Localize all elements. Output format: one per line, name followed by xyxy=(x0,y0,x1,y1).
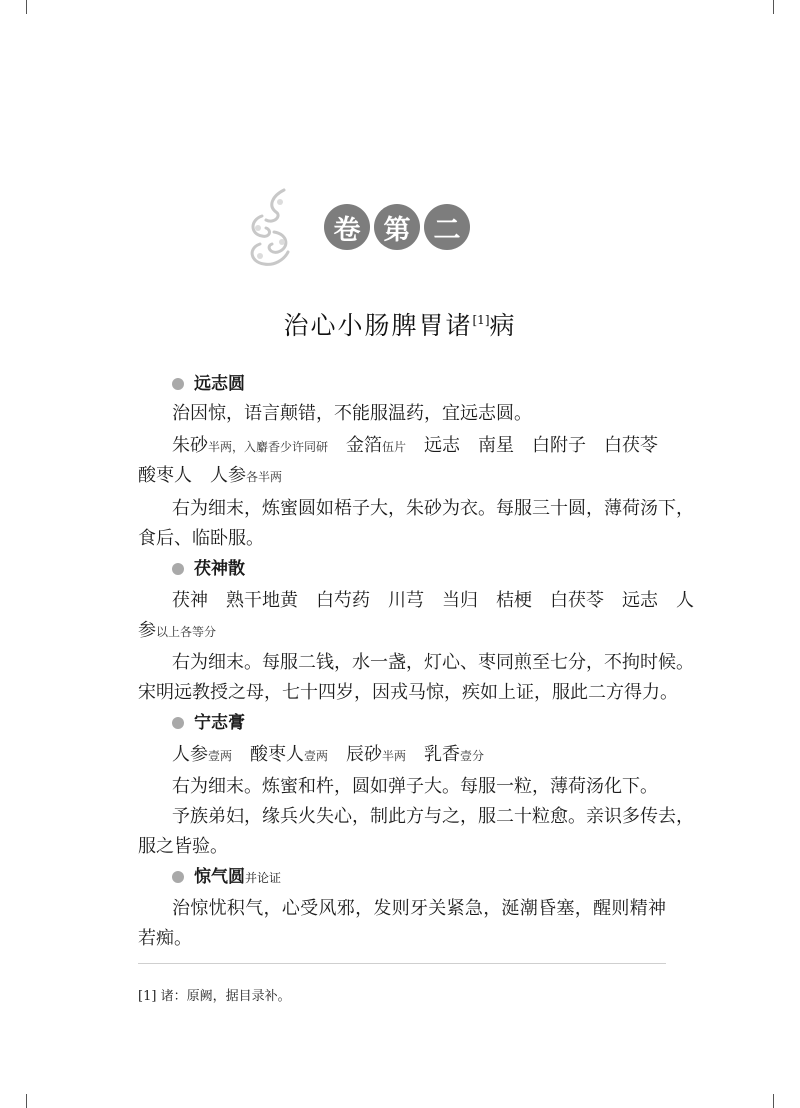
crop-mark-bottom-left xyxy=(26,1094,27,1108)
chapter-char-badge: 第 xyxy=(374,204,420,250)
cloud-ornament-icon xyxy=(244,186,294,270)
body-text: 服之皆验。 xyxy=(138,836,228,857)
bullet-icon xyxy=(172,717,184,729)
body-text: 食后、临卧服。 xyxy=(138,528,264,549)
crop-mark-top-left xyxy=(26,0,27,14)
section-title-tail: 病 xyxy=(489,311,517,340)
ingredient-line xyxy=(138,460,666,493)
ingredient-list: 酸枣人 人参 xyxy=(138,465,246,486)
ingredient: 人参 xyxy=(172,744,208,765)
section-title-main: 治心小肠脾胃诸 xyxy=(283,311,473,340)
bullet-icon xyxy=(172,378,184,390)
ingredient: 朱砂 xyxy=(172,435,208,456)
body-text: 治因惊，语言颠错，不能服温药，宜远志圆。 xyxy=(172,403,532,424)
dosage-note: 以上各等分 xyxy=(156,625,217,639)
dosage-note: 各半两 xyxy=(246,470,283,484)
section-title xyxy=(0,306,800,342)
ingredient-line xyxy=(172,430,666,463)
body-text: 予族弟妇，缘兵火失心，制此方与之，服二十粒愈。亲识多传去， xyxy=(172,806,694,827)
crop-mark-top-right xyxy=(773,0,774,14)
recipe-note: 并论证 xyxy=(245,871,282,885)
body-text: 宋明远教授之母，七十四岁，因戎马惊，疾如上证，服此二方得力。 xyxy=(138,682,678,703)
recipe-heading xyxy=(172,555,245,583)
chapter-char-badge: 卷 xyxy=(324,204,370,250)
body-text: 右为细末。每服二钱，水一盏，灯心、枣同煎至七分，不拘时候。 xyxy=(172,652,694,673)
recipe-name: 远志圆 xyxy=(194,374,245,394)
bullet-icon xyxy=(172,563,184,575)
footnote-divider xyxy=(138,963,666,964)
recipe-name: 茯神散 xyxy=(194,559,245,579)
footnote xyxy=(138,985,291,1004)
ingredient: 金箔 xyxy=(346,435,383,456)
ingredient-line: 茯神 熟干地黄 白芍药 川芎 当归 桔梗 白茯苓 远志 人 xyxy=(172,590,694,611)
recipe-name: 宁志膏 xyxy=(194,713,245,733)
ingredient: 乳香 xyxy=(424,744,461,765)
crop-mark-bottom-right xyxy=(773,1094,774,1108)
ingredient-line xyxy=(138,615,666,648)
ingredient-list: 远志 南星 白附子 白茯苓 xyxy=(424,435,659,456)
body-text: 右为细末。炼蜜和杵，圆如弹子大。每服一粒，薄荷汤化下。 xyxy=(172,776,658,797)
body-text: 若痴。 xyxy=(138,928,192,949)
ingredient-line xyxy=(172,739,666,772)
dosage-note: 壹两 xyxy=(304,749,329,763)
dosage-note: 半两 xyxy=(382,749,407,763)
chapter-heading xyxy=(324,204,470,252)
recipe-heading xyxy=(172,709,245,737)
ingredient: 酸枣人 xyxy=(250,744,305,765)
dosage-note: 伍片 xyxy=(382,440,407,454)
recipe-heading xyxy=(172,863,281,892)
dosage-note: 半两，入麝香少许同研 xyxy=(208,440,329,454)
footnote-ref[interactable]: [1] xyxy=(472,313,490,327)
ingredient: 参 xyxy=(138,620,156,641)
recipe-name: 惊气圆 xyxy=(194,867,245,887)
bullet-icon xyxy=(172,871,184,883)
footnote-mark: [1] xyxy=(138,989,157,1004)
ingredient: 辰砂 xyxy=(346,744,383,765)
dosage-note: 壹分 xyxy=(460,749,485,763)
chapter-char-badge: 二 xyxy=(424,204,470,250)
footnote-text: 诸：原阙，据目录补。 xyxy=(160,989,291,1004)
body-text: 治惊忧积气，心受风邪，发则牙关紧急，涎潮昏塞，醒则精神 xyxy=(172,898,666,919)
recipe-heading xyxy=(172,370,245,398)
dosage-note: 壹两 xyxy=(208,749,233,763)
body-text: 右为细末，炼蜜圆如梧子大，朱砂为衣。每服三十圆，薄荷汤下， xyxy=(172,498,694,519)
